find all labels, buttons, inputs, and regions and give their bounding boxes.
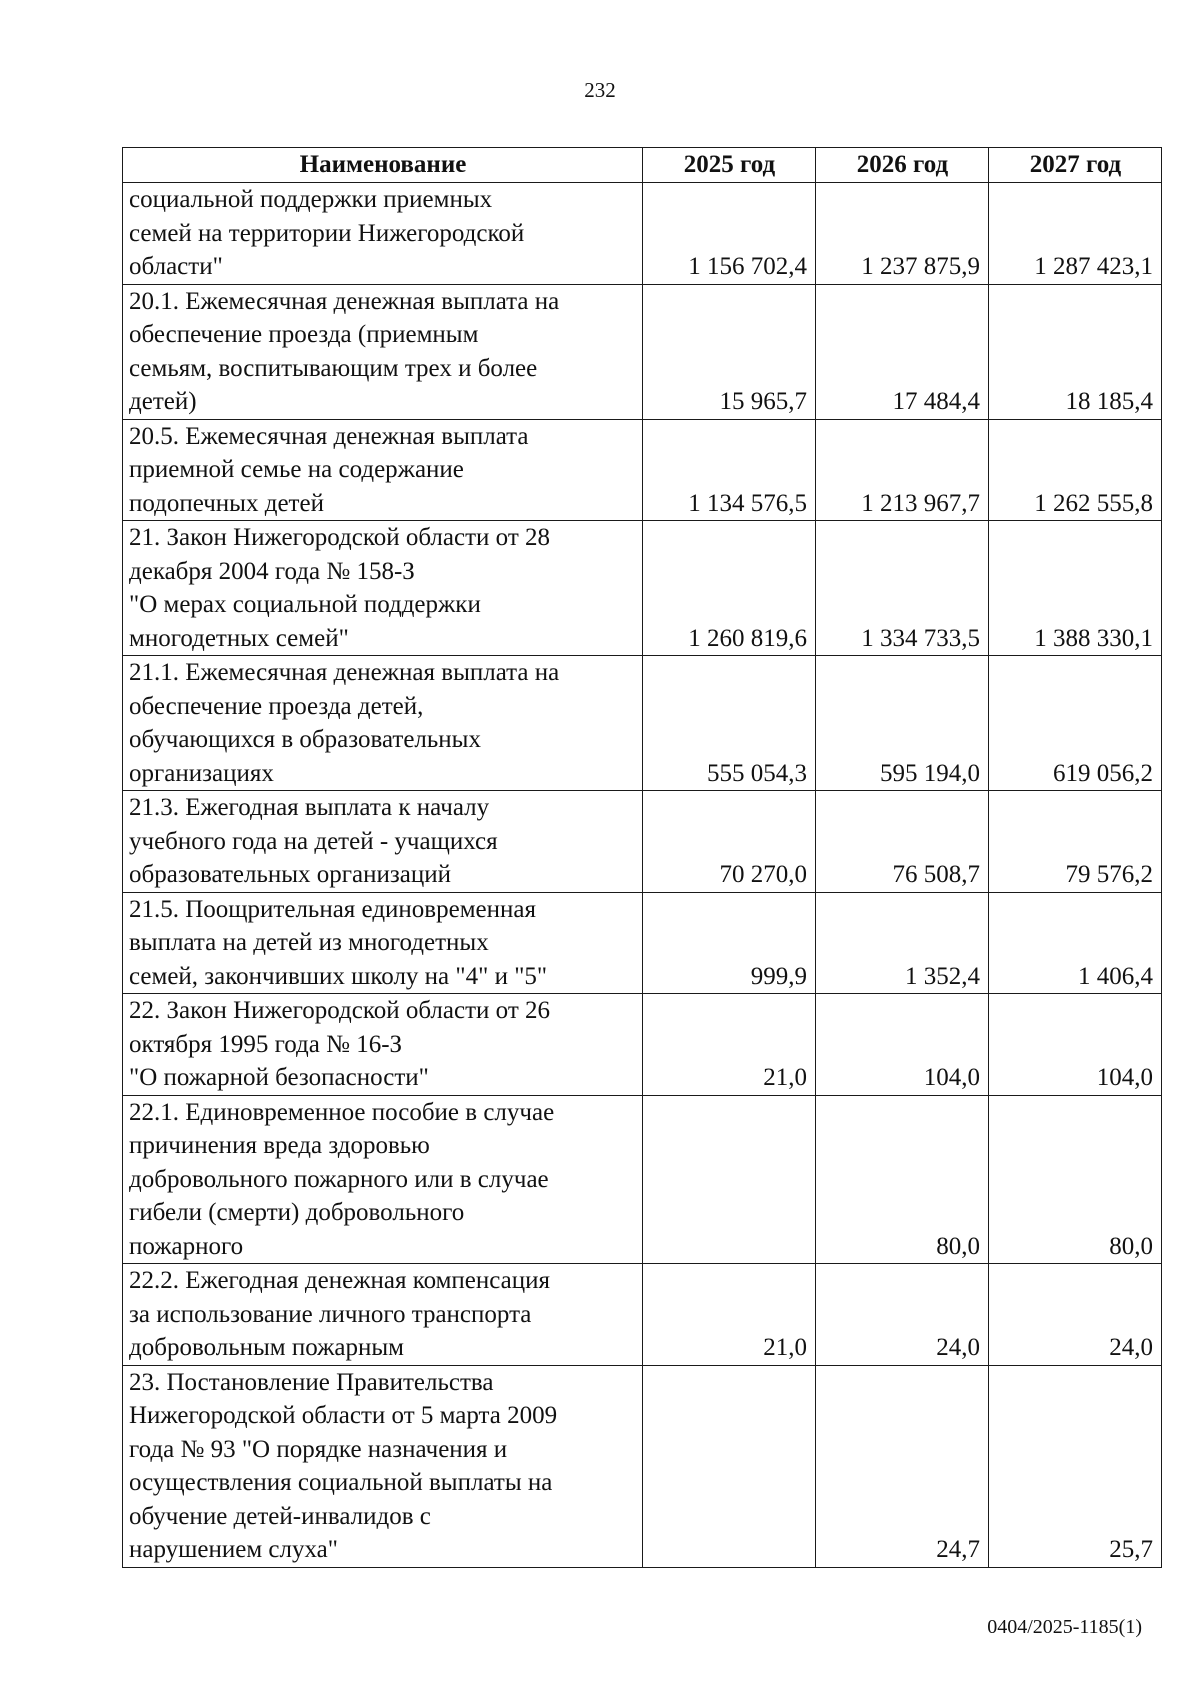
row-name: 21.1. Ежемесячная денежная выплата на обеспечение проезда детей, обучающихся в образовательных организациях: [123, 656, 643, 791]
row-value-2025: [643, 1095, 816, 1264]
header-name: Наименование: [123, 148, 643, 183]
row-value-2027: 18 185,4: [989, 284, 1162, 419]
row-value-2026: 17 484,4: [816, 284, 989, 419]
row-value-2027: 80,0: [989, 1095, 1162, 1264]
row-value-2027: 619 056,2: [989, 656, 1162, 791]
table-header-row: [123, 148, 1162, 183]
row-value-2026: 1 352,4: [816, 892, 989, 994]
row-name: 23. Постановление Правительства Нижегородской области от 5 марта 2009 года № 93 "О порядке назначения и осуществления социальной выплаты на обучение детей-инвалидов с нарушением слуха": [123, 1365, 643, 1567]
row-value-2025: 70 270,0: [643, 791, 816, 893]
table-row: [123, 419, 1162, 521]
row-value-2026: 76 508,7: [816, 791, 989, 893]
row-value-2027: 1 287 423,1: [989, 183, 1162, 285]
table-row: [123, 1095, 1162, 1264]
header-2026: 2026 год: [816, 148, 989, 183]
row-value-2025: 21,0: [643, 994, 816, 1096]
row-value-2025: 1 156 702,4: [643, 183, 816, 285]
row-value-2026: 1 334 733,5: [816, 521, 989, 656]
row-name: 20.1. Ежемесячная денежная выплата на обеспечение проезда (приемным семьям, воспитывающим трех и более детей): [123, 284, 643, 419]
row-name: 20.5. Ежемесячная денежная выплата приемной семье на содержание подопечных детей: [123, 419, 643, 521]
header-2027: 2027 год: [989, 148, 1162, 183]
row-value-2027: 25,7: [989, 1365, 1162, 1567]
row-value-2026: 1 213 967,7: [816, 419, 989, 521]
row-value-2027: 1 406,4: [989, 892, 1162, 994]
table-row: [123, 183, 1162, 285]
row-value-2027: 24,0: [989, 1264, 1162, 1366]
budget-table: [122, 147, 1162, 1568]
table-row: [123, 1365, 1162, 1567]
table-row: [123, 656, 1162, 791]
row-value-2026: 24,0: [816, 1264, 989, 1366]
table-row: [123, 284, 1162, 419]
page-number: 232: [584, 78, 616, 102]
row-value-2025: 1 134 576,5: [643, 419, 816, 521]
row-name: социальной поддержки приемных семей на территории Нижегородской области": [123, 183, 643, 285]
table-row: [123, 1264, 1162, 1366]
row-value-2026: 24,7: [816, 1365, 989, 1567]
row-value-2027: 1 262 555,8: [989, 419, 1162, 521]
row-value-2025: 21,0: [643, 1264, 816, 1366]
row-name: 21.3. Ежегодная выплата к началу учебного года на детей - учащихся образовательных организаций: [123, 791, 643, 893]
row-value-2026: 1 237 875,9: [816, 183, 989, 285]
row-value-2026: 80,0: [816, 1095, 989, 1264]
row-value-2025: 1 260 819,6: [643, 521, 816, 656]
document-id: 0404/2025-1185(1): [987, 1616, 1142, 1638]
row-name: 22. Закон Нижегородской области от 26 октября 1995 года № 16-З "О пожарной безопасности": [123, 994, 643, 1096]
table-row: [123, 892, 1162, 994]
row-name: 21. Закон Нижегородской области от 28 декабря 2004 года № 158-З "О мерах социальной поддержки многодетных семей": [123, 521, 643, 656]
row-value-2026: 104,0: [816, 994, 989, 1096]
row-name: 21.5. Поощрительная единовременная выплата на детей из многодетных семей, закончивших школу на "4" и "5": [123, 892, 643, 994]
row-name: 22.1. Единовременное пособие в случае причинения вреда здоровью добровольного пожарного или в случае гибели (смерти) добровольного пожарного: [123, 1095, 643, 1264]
row-value-2027: 104,0: [989, 994, 1162, 1096]
row-value-2027: 79 576,2: [989, 791, 1162, 893]
row-name: 22.2. Ежегодная денежная компенсация за использование личного транспорта добровольным пожарным: [123, 1264, 643, 1366]
row-value-2025: 555 054,3: [643, 656, 816, 791]
row-value-2027: 1 388 330,1: [989, 521, 1162, 656]
table-row: [123, 791, 1162, 893]
row-value-2025: 999,9: [643, 892, 816, 994]
header-2025: 2025 год: [643, 148, 816, 183]
row-value-2026: 595 194,0: [816, 656, 989, 791]
row-value-2025: [643, 1365, 816, 1567]
table-row: [123, 994, 1162, 1096]
table-row: [123, 521, 1162, 656]
row-value-2025: 15 965,7: [643, 284, 816, 419]
